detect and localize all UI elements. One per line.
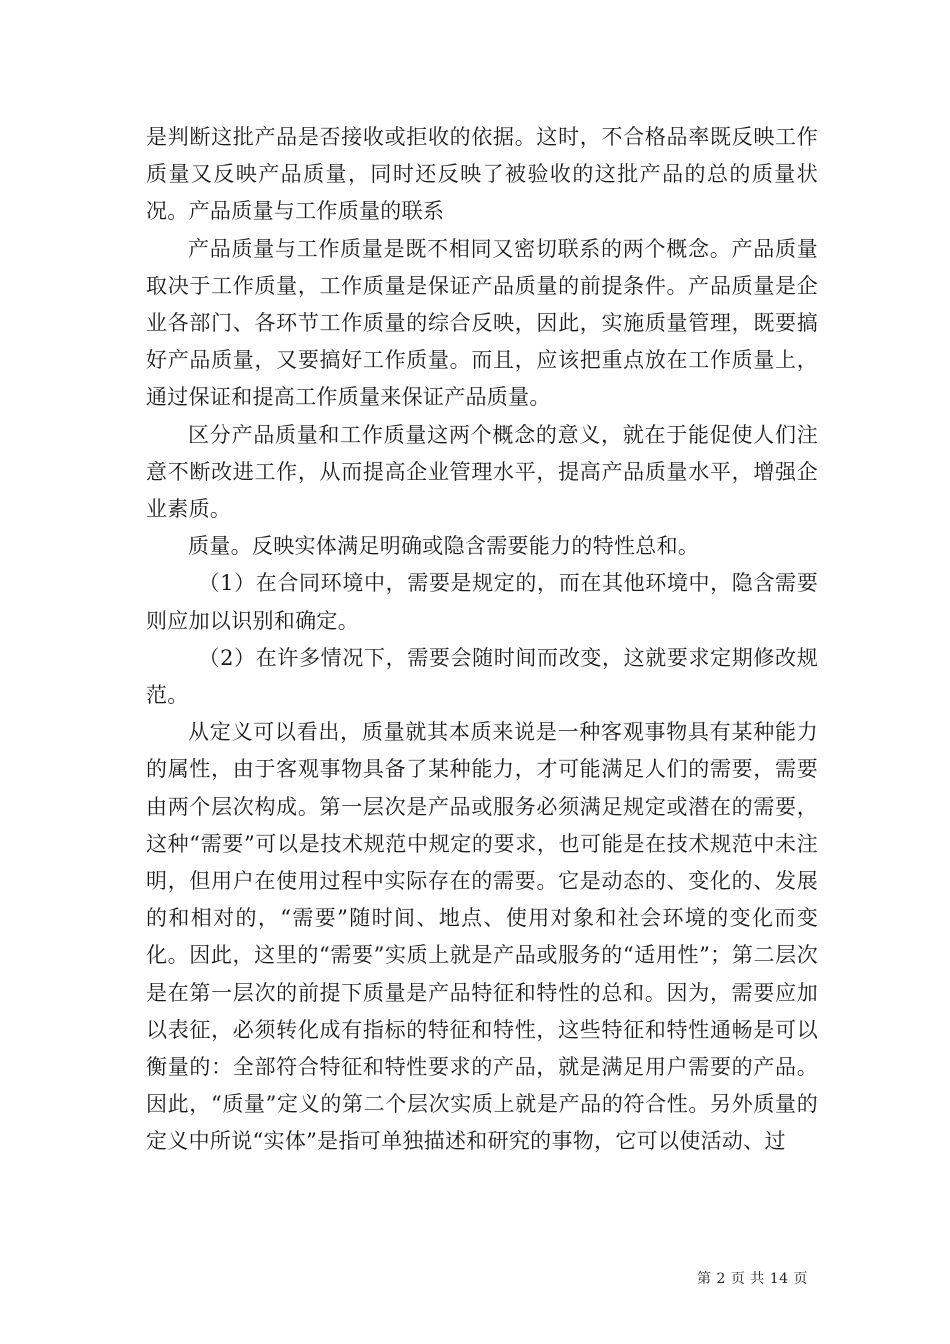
paragraph-distinction-meaning: 区分产品质量和工作质量这两个概念的意义，就在于能促使人们注意不断改进工作，从而提高企业管理水平，提高产品质量水平，增强企业素质。 — [146, 422, 818, 522]
paragraph-quality-definition: 质量。反映实体满足明确或隐含需要能力的特性总和。 — [188, 534, 700, 559]
paragraph-note-2: （2）在许多情况下，需要会随时间而改变，这就要求定期修改规范。 — [146, 645, 818, 708]
paragraph-continuation: 是判断这批产品是否接收或拒收的依据。这时，不合格品率既反映工作质量又反映产品质量，同时还反映了被验收的这批产品的总的质量状况。产品质量与工作质量的联系 — [146, 125, 818, 224]
paragraph-definition-analysis: 从定义可以看出，质量就其本质来说是一种客观事物具有某种能力的属性，由于客观事物具备了某种能力，才可能满足人们的需要，需要由两个层次构成。第一层次是产品或服务必须满足规定或潜在的需要，这种“需要”可以是技术规范中规定的要求，也可能是在技术规范中未注明，但用户在使用过程中实际存在的需要。它是动态的、变化的、发展的和相对的，“需要”随时间、地点、使用对象和社会环境的变化而变化。因此，这里的“需要”实质上就是产品或服务的“适用性”；第二层次是在第一层次的前提下质量是产品特征和特性的总和。因为，需要应加以表征，必须转化成有指标的特征和特性，这些特征和特性通畅是可以衡量的：全部符合特征和特性要求的产品，就是满足用户需要的产品。因此，“质量”定义的第二个层次实质上就是产品的符合性。另外质量的定义中所说“实体”是指可单独描述和研究的事物，它可以使活动、过 — [146, 720, 818, 1154]
paragraph-quality-relation: 产品质量与工作质量是既不相同又密切联系的两个概念。产品质量取决于工作质量，工作质量是保证产品质量的前提条件。产品质量是企业各部门、各环节工作质量的综合反映，因此，实施质量管理，既要搞好产品质量，又要搞好工作质量。而且，应该把重点放在工作质量上，通过保证和提高工作质量来保证产品质量。 — [146, 236, 818, 410]
paragraph-note-1: （1）在合同环境中，需要是规定的，而在其他环境中，隐含需要则应加以识别和确定。 — [146, 571, 818, 633]
page-number: 第 2 页 共 14 页 — [697, 1271, 808, 1287]
document-body — [146, 119, 818, 1161]
